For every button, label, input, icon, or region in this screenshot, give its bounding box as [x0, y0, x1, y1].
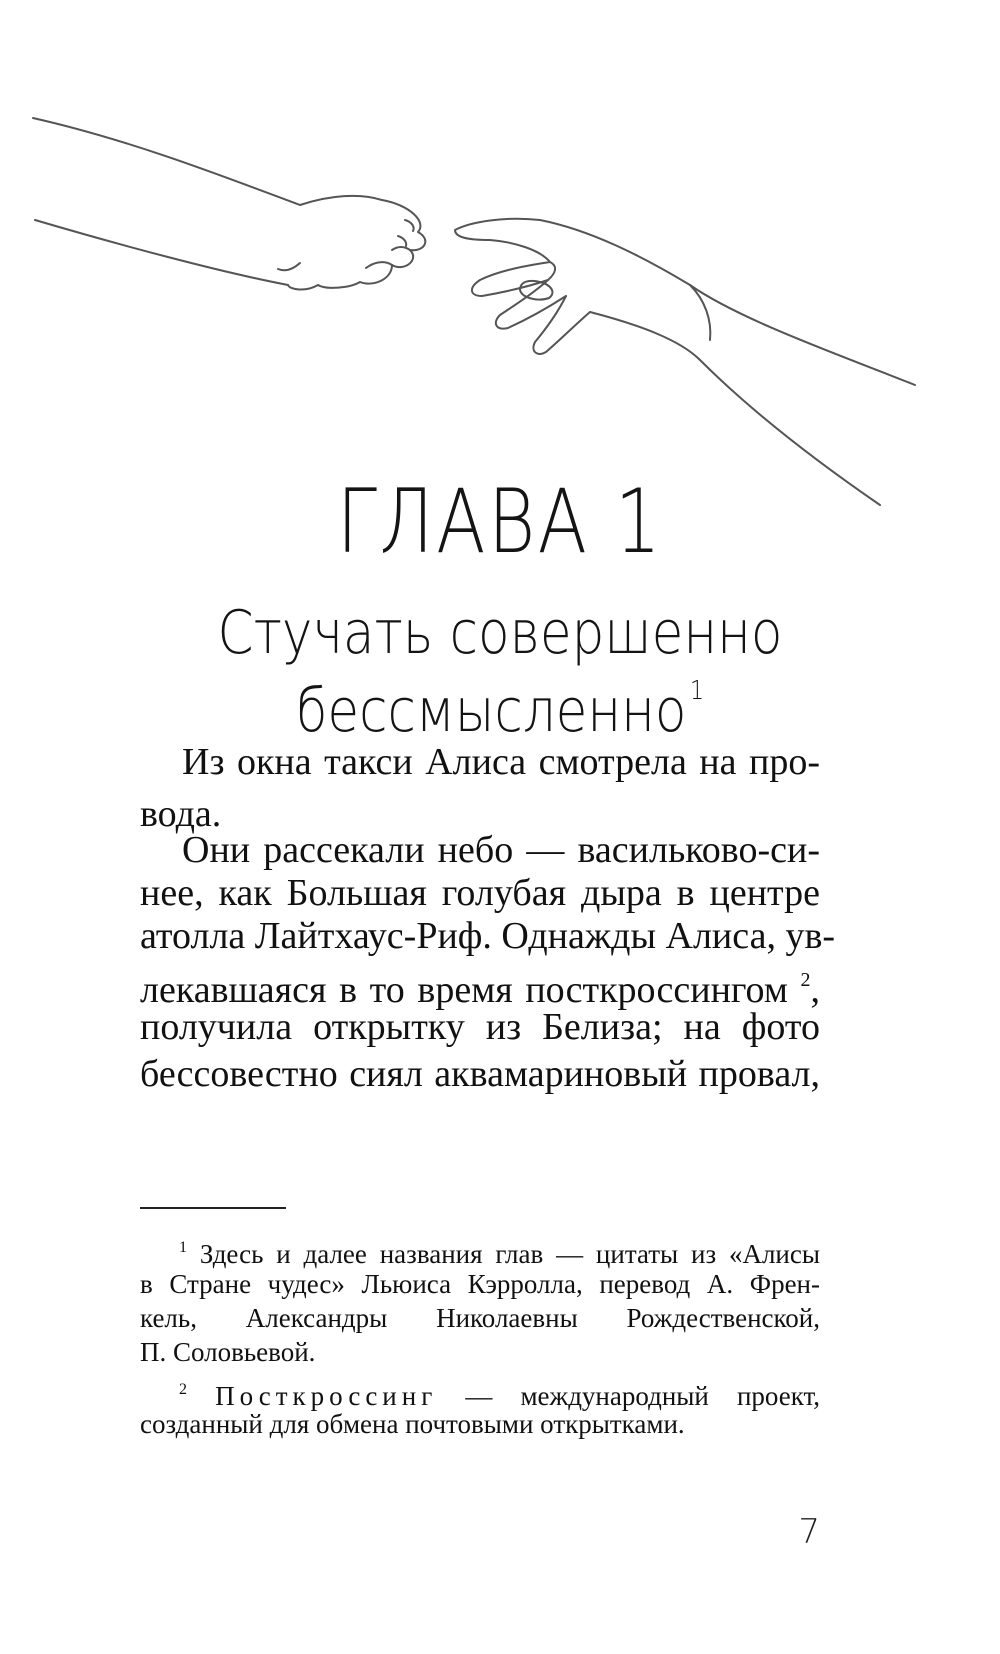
footnote-2-text: — международный проект, [465, 1381, 820, 1411]
chapter-title-line-1: Стучать совершенно [217, 598, 783, 668]
footnote-ref-2: 2 [800, 969, 811, 991]
body-line-6 [140, 956, 820, 1011]
body-line-3: Они рассекали небо — васильково-си- [182, 829, 820, 871]
footnote-ref-1: 1 [689, 676, 705, 706]
body-line-8: бессовестно сиял аквамариновый провал, [140, 1053, 820, 1095]
chapter-title-text: бессмысленно [295, 676, 687, 746]
body-line-6-text: лекавшаяся в то время посткроссингом [140, 969, 788, 1011]
paw-claw-1 [405, 220, 414, 231]
footnote-1-line-2: в Стране чудес» Льюиса Кэрролла, перевод А. Френ- [140, 1269, 820, 1299]
hand-index-finger [455, 219, 915, 385]
paw-claw-2 [398, 236, 406, 246]
body-line-2: вода. [140, 793, 222, 835]
footnote-1-line-1 [179, 1228, 820, 1268]
body-line-1: Из окна такси Алиса смотрела на про- [182, 741, 820, 783]
paw-toe-line-2 [366, 262, 392, 268]
hand-middle-finger [472, 262, 555, 296]
footnote-2-line-2: созданный для обмена почтовыми открытками. [140, 1409, 685, 1439]
hand-pinky [533, 296, 590, 354]
paw-toes [288, 200, 425, 290]
page-number: 7 [798, 1512, 820, 1552]
footnote-1-line-3: кель, Александры Николаевны Рождественской, [140, 1303, 820, 1333]
paw-upper-line [33, 118, 382, 205]
body-line-4: нее, как Большая голубая дыра в центре [140, 872, 820, 914]
paw-wrist [278, 263, 300, 270]
hand-ring-finger [496, 280, 566, 329]
comma: , [810, 969, 820, 1011]
footnote-separator [140, 1207, 286, 1209]
footnote-2-number: 2 [179, 1381, 187, 1398]
footnote-1-number: 1 [179, 1239, 187, 1256]
footnote-1-line-4: П. Соловьевой. [140, 1337, 316, 1367]
chapter-title-line-2 [70, 676, 930, 746]
footnote-1-text: Здесь и далее названия глав — цитаты из «Алисы [199, 1239, 821, 1269]
footnote-2-term: Посткроссинг [215, 1381, 438, 1411]
body-line-5: атолла Лайтхаус-Риф. Однажды Алиса, ув- [140, 915, 836, 957]
body-line-7: получила открытку из Белиза; на фото [140, 1006, 820, 1048]
chapter-number: ГЛАВА 1 [336, 470, 664, 573]
hand-wrist-crease [690, 285, 710, 340]
paw-lower-line [35, 220, 288, 285]
paw-toe-line-1 [392, 247, 410, 250]
